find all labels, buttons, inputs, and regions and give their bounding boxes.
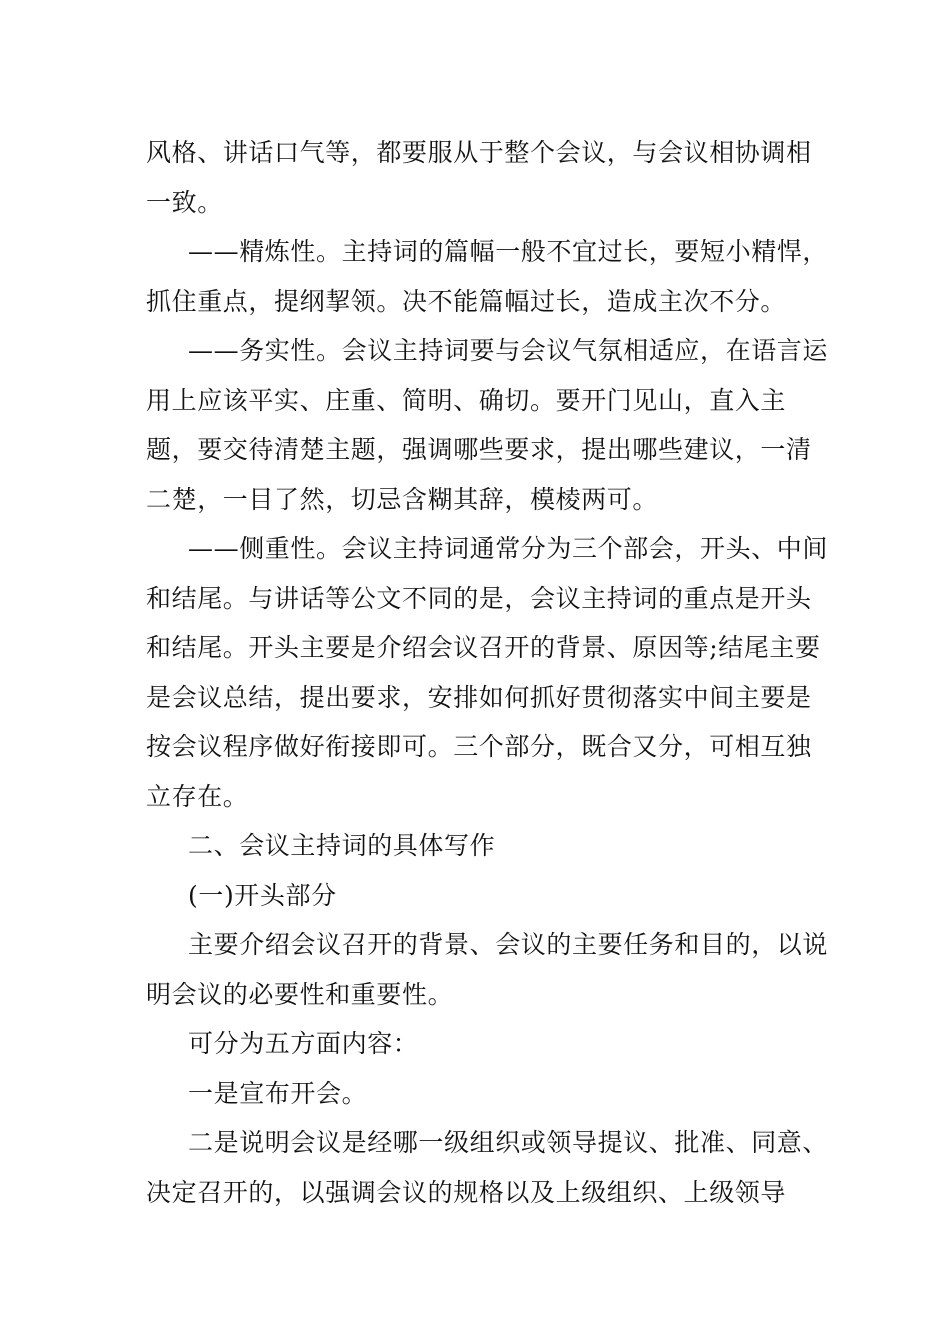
subsection-heading-opening-part: (一)开头部分: [188, 880, 337, 910]
paragraph-opening-purpose: 主要介绍会议召开的背景、会议的主要任务和目的，以说明会议的必要性和重要性。: [146, 930, 829, 1009]
paragraph-conciseness: ——精炼性。主持词的篇幅一般不宜过长，要短小精悍，抓住重点，提纲挈领。决不能篇幅过长，造成主次不分。: [146, 237, 829, 316]
document-body: [146, 128, 836, 1217]
list-item-announce-opening: 一是宣布开会。: [188, 1078, 368, 1108]
list-item-explain-authorization: 二是说明会议是经哪一级组织或领导提议、批准、同意、决定召开的，以强调会议的规格以及上级组织、上级领导: [146, 1128, 829, 1207]
paragraph-style-consistency: 风格、讲话口气等，都要服从于整个会议，与会议相协调相一致。: [146, 138, 812, 217]
paragraph-focus: ——侧重性。会议主持词通常分为三个部会，开头、中间和结尾。与讲话等公文不同的是，会议主持词的重点是开头和结尾。开头主要是介绍会议召开的背景、原因等;结尾主要是会议总结，提出要求，安排如何抓好贯彻落实中间主要是按会议程序做好衔接即可。三个部分，既合又分，可相互独立存在。: [146, 534, 829, 811]
paragraph-practicality: ——务实性。会议主持词要与会议气氛相适应，在语言运用上应该平实、庄重、简明、确切。要开门见山，直入主题，要交待清楚主题，强调哪些要求，提出哪些建议，一清二楚，一目了然，切忌含糊其辞，模棱两可。: [146, 336, 829, 514]
paragraph-five-aspects: 可分为五方面内容：: [188, 1029, 419, 1058]
section-heading-specific-writing: 二、会议主持词的具体写作: [188, 831, 496, 860]
